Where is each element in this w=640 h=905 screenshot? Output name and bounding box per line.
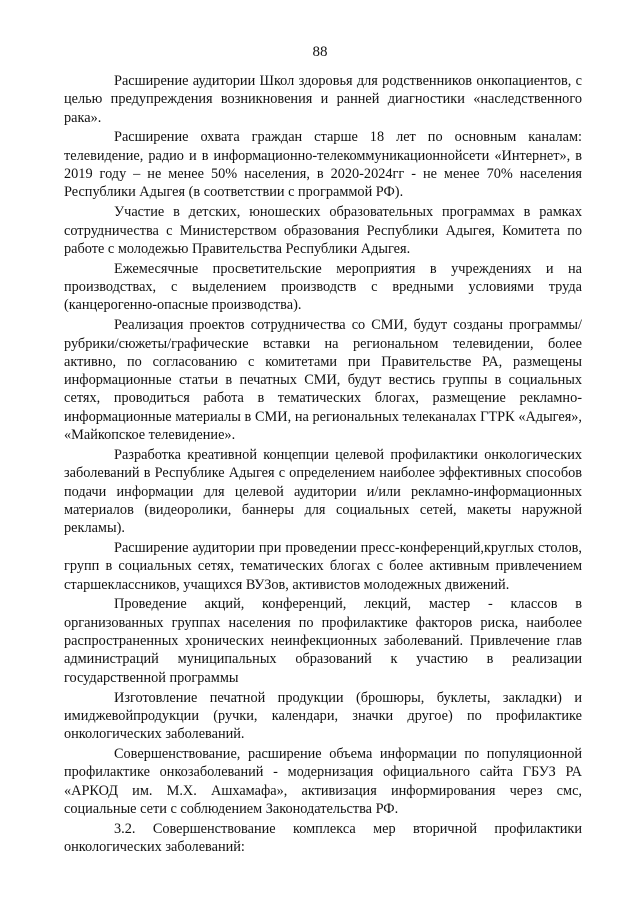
paragraph-website-improvement: Совершенствование, расширение объема информации по популяционной профилактике онкозаболеваний - модернизация официального сайта ГБУЗ РА «АРКОД им. М.Х. Ашхамафа», активизация информирования через смс, социальные сети с соблюдением Законодательства РФ. bbox=[64, 746, 582, 817]
paragraph-printed-materials: Изготовление печатной продукции (брошюры, буклеты, закладки) и имиджевойпродукции (ручки, календари, значки другое) по профилактике онкологических заболеваний. bbox=[64, 689, 582, 743]
paragraph-media-projects: Реализация проектов сотрудничества со СМИ, будут созданы программы/рубрики/сюжеты/графические вставки на региональном телевидении, более активно, по согласованию с комитетами при Правительстве РА, размещены информационные статьи в печатных СМИ, будут вестись группы в социальных сетях, проводиться работа в тематических блогах, размещение рекламно-информационные материалы в СМИ, на региональных телеканалах ГТРК «Адыгея», «Майкопское телевидение». bbox=[64, 317, 582, 444]
paragraph-events-risk-factors: Проведение акций, конференций, лекций, мастер - классов в организованных группах населения по профилактике факторов риска, наиболее распространенных хронических неинфекционных заболеваний. Привлечение глав администраций муниципальных образований к участию в реализации государственной программы bbox=[64, 596, 582, 686]
document-body bbox=[64, 72, 582, 858]
paragraph-youth-programs: Участие в детских, юношеских образовательных программах в рамках сотрудничества с Министерством образования Республики Адыгея, Комитета по работе с молодежью Правительства Республики Адыгея. bbox=[64, 204, 582, 257]
paragraph-media-coverage: Расширение охвата граждан старше 18 лет по основным каналам: телевидение, радио и в информационно-телекоммуникационнойсети «Интернет», в 2019 году – не менее 50% населения, в 2020-2024гг - не менее 70% населения Республики Адыгея (в соответствии с программой РФ). bbox=[64, 129, 582, 201]
section-heading-3-2: 3.2. Совершенствование комплекса мер вторичной профилактики онкологических заболеваний: bbox=[64, 820, 582, 856]
paragraph-health-schools: Расширение аудитории Школ здоровья для родственников онкопациентов, с целью предупреждения возникновения и ранней диагностики «наследственного рака». bbox=[64, 73, 582, 126]
paragraph-press-conferences: Расширение аудитории при проведении пресс-конференций,круглых столов, групп в социальных сетях, тематических блогах с более активным привлечением старшеклассников, учащихся ВУЗов, активистов молодежных движений. bbox=[64, 539, 582, 593]
paragraph-creative-concept: Разработка креативной концепции целевой профилактики онкологических заболеваний в Республике Адыгея с определением наиболее эффективных способов подачи информации для целевой аудитории и/или рекламно-информационных материалов (видеоролики, баннеры для социальных сетей, макеты наружной рекламы). bbox=[64, 446, 582, 537]
paragraph-monthly-events: Ежемесячные просветительские мероприятия в учреждениях и на производствах, с выделением производств с вредными условиями труда (канцерогенно-опасные производства). bbox=[64, 260, 582, 314]
page-number: 88 bbox=[312, 44, 328, 60]
